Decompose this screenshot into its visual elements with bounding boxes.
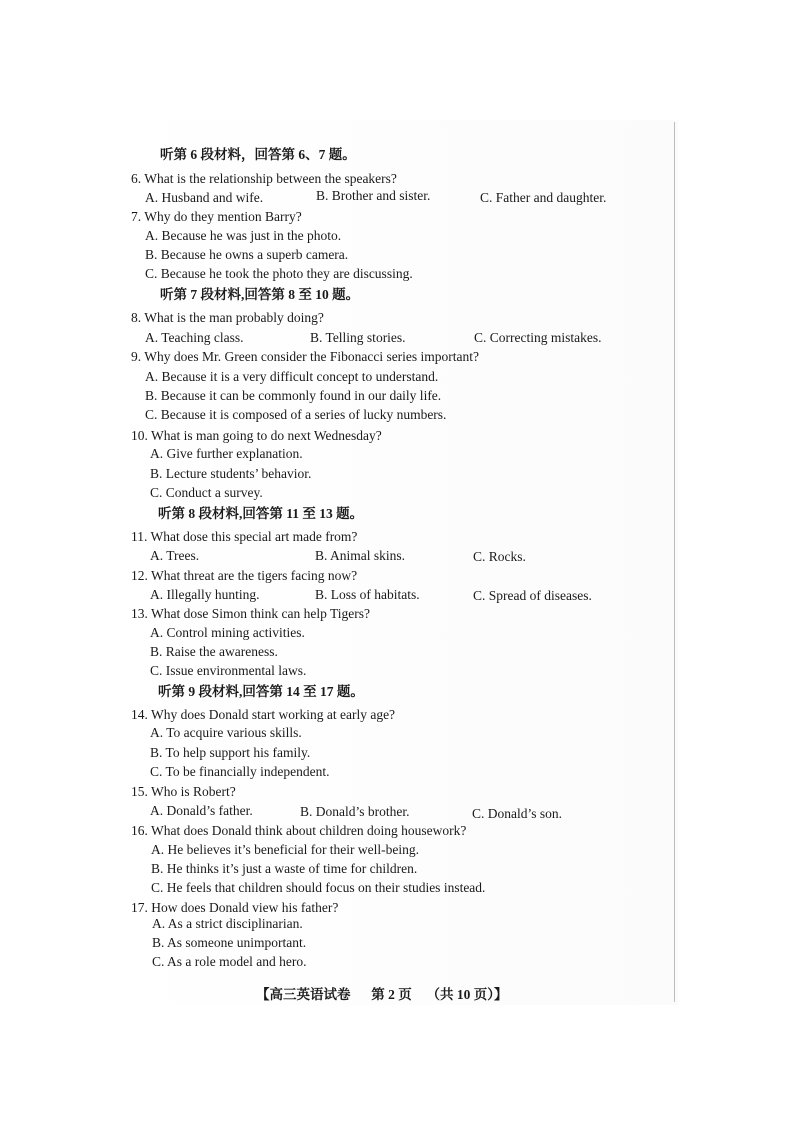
question-12-option-b: B. Loss of habitats. [315, 587, 420, 602]
question-9-option-c: C. Because it is composed of a series of lucky numbers. [145, 407, 447, 422]
question-12-option-a: A. Illegally hunting. [150, 587, 260, 602]
question-11-option-c: C. Rocks. [473, 549, 526, 564]
question-6-stem: 6. What is the relationship between the speakers? [131, 171, 397, 186]
question-10-option-b: B. Lecture students’ behavior. [150, 466, 312, 481]
page-edge-line [674, 122, 675, 1002]
question-17-option-b: B. As someone unimportant. [152, 935, 307, 950]
question-7-stem: 7. Why do they mention Barry? [131, 209, 302, 224]
question-16-option-b: B. He thinks it’s just a waste of time for children. [151, 861, 418, 876]
question-7-option-c: C. Because he took the photo they are discussing. [145, 266, 413, 281]
question-13-option-c: C. Issue environmental laws. [150, 663, 307, 678]
question-16-option-c: C. He feels that children should focus on their studies instead. [151, 880, 486, 895]
footer-page-number: 第 2 页 [371, 987, 412, 1002]
question-11-option-a: A. Trees. [150, 548, 200, 563]
section-heading-8: 听第 8 段材料,回答第 11 至 13 题。 [158, 506, 364, 521]
question-6-option-a: A. Husband and wife. [145, 190, 264, 205]
section-heading-9: 听第 9 段材料,回答第 14 至 17 题。 [158, 684, 364, 699]
question-11-stem: 11. What dose this special art made from? [131, 529, 358, 544]
question-9-stem: 9. Why does Mr. Green consider the Fibonacci series important? [131, 349, 480, 364]
question-8-option-c: C. Correcting mistakes. [474, 330, 602, 345]
page-footer [256, 983, 508, 1003]
question-14-option-b: B. To help support his family. [150, 745, 311, 760]
question-6-option-c: C. Father and daughter. [480, 190, 607, 205]
question-14-option-a: A. To acquire various skills. [150, 725, 302, 740]
question-8-option-a: A. Teaching class. [145, 330, 244, 345]
question-16-stem: 16. What does Donald think about children doing housework? [131, 823, 467, 838]
question-9-option-a: A. Because it is a very difficult concept to understand. [145, 369, 439, 384]
question-16-option-a: A. He believes it’s beneficial for their well-being. [151, 842, 420, 857]
question-17-stem: 17. How does Donald view his father? [131, 900, 339, 915]
section-heading-6: 听第 6 段材料，回答第 6、7 题。 [160, 147, 356, 162]
footer-total-pages: （共 10 页）】 [426, 987, 508, 1002]
question-8-stem: 8. What is the man probably doing? [131, 310, 324, 325]
question-13-option-a: A. Control mining activities. [150, 625, 305, 640]
question-15-option-b: B. Donald’s brother. [300, 804, 410, 819]
question-10-option-a: A. Give further explanation. [150, 446, 303, 461]
question-10-option-c: C. Conduct a survey. [150, 485, 263, 500]
footer-title: 【高三英语试卷 [256, 987, 351, 1002]
question-14-option-c: C. To be financially independent. [150, 764, 330, 779]
question-8-option-b: B. Telling stories. [310, 330, 406, 345]
question-12-stem: 12. What threat are the tigers facing now? [131, 568, 358, 583]
question-13-stem: 13. What dose Simon think can help Tigers? [131, 606, 370, 621]
question-12-option-c: C. Spread of diseases. [473, 588, 592, 603]
question-15-stem: 15. Who is Robert? [131, 784, 236, 799]
question-10-stem: 10. What is man going to do next Wednesday? [131, 428, 382, 443]
question-6-option-b: B. Brother and sister. [316, 188, 431, 203]
question-9-option-b: B. Because it can be commonly found in our daily life. [145, 388, 442, 403]
section-heading-7: 听第 7 段材料,回答第 8 至 10 题。 [160, 287, 360, 302]
question-11-option-b: B. Animal skins. [315, 548, 406, 563]
question-7-option-b: B. Because he owns a superb camera. [145, 247, 349, 262]
question-14-stem: 14. Why does Donald start working at early age? [131, 707, 396, 722]
question-17-option-a: A. As a strict disciplinarian. [152, 916, 303, 931]
question-17-option-c: C. As a role model and hero. [152, 954, 307, 969]
question-13-option-b: B. Raise the awareness. [150, 644, 278, 659]
question-15-option-c: C. Donald’s son. [472, 806, 563, 821]
question-7-option-a: A. Because he was just in the photo. [145, 228, 342, 243]
question-15-option-a: A. Donald’s father. [150, 803, 253, 818]
